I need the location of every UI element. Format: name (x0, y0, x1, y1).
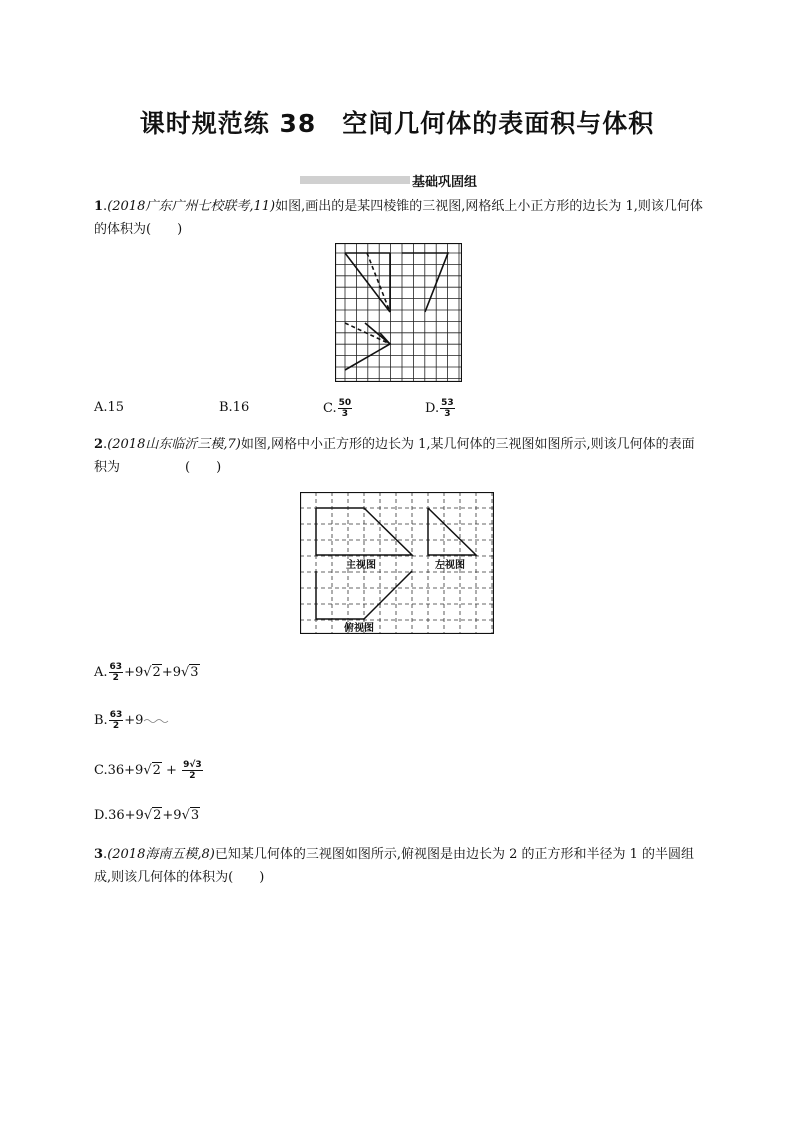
q2-side-label: 左视图 (435, 560, 465, 571)
q1-option-d: D. $\frac{53}{3}$ (425, 398, 454, 419)
question-1-source: (2018广东广州七校联考,11) (107, 199, 276, 214)
q2-option-b: B. $\frac{63}{2}$ +9 (94, 710, 173, 731)
q2-front-label: 主视图 (346, 560, 376, 571)
q2-top-label: 俯视图 (344, 623, 374, 634)
question-1-text: 如图,画出的是某四棱锥的三视图,网格纸上小正方形的边长为 1,则该几何体的体积为( ) (94, 199, 703, 237)
question-3-number: 3 (94, 847, 104, 862)
q1-option-a: A.15 (94, 400, 125, 415)
q2-figure (300, 492, 494, 634)
q2-option-a: A. $\frac{63}{2}$ +9√2+9√3 (94, 662, 199, 683)
question-1: 1.(2018广东广州七校联考,11)如图,画出的是某四棱锥的三视图,网格纸上小正方形的边长为 1,则该几何体的体积为( ) (94, 199, 703, 237)
q2-side-view (428, 508, 476, 555)
question-2-text: 如图,网格中小正方形的边长为 1,某几何体的三视图如图所示,则该几何体的表面积为 ( ) (94, 437, 695, 475)
question-3-source: (2018海南五模,8) (107, 847, 215, 862)
q1-option-d-denominator: 3 (444, 409, 451, 419)
question-2: 2.(2018山东临沂三模,7)如图,网格中小正方形的边长为 1,某几何体的三视图如图所示,则该几何体的表面积为 ( ) (94, 437, 695, 475)
question-2-number: 2 (94, 437, 104, 452)
question-2-source: (2018山东临沂三模,7) (107, 437, 241, 452)
q1-option-d-numerator: 53 (441, 398, 454, 408)
q1-figure (335, 243, 462, 382)
section-label: 基础巩固组 (412, 175, 478, 190)
q2-option-c: C.36+9√2 + $\frac{9√3}{2}$ (94, 760, 202, 781)
q1-front-hidden-edge (367, 253, 390, 312)
section-bar (300, 176, 410, 184)
q1-option-c: C. $\frac{50}{3}$ (323, 398, 352, 419)
q2-option-d: D.36+9√2+9√3 (94, 808, 200, 823)
q1-option-c-numerator: 50 (338, 398, 352, 408)
question-3-text: 已知某几何体的三视图如图所示,俯视图是由边长为 2 的正方形和半径为 1 的半圆组成,则该几何体的体积为( ) (94, 847, 695, 885)
page-title: 课时规范练 38 空间几何体的表面积与体积 (139, 109, 655, 138)
q1-option-b: B.16 (219, 400, 250, 415)
q2-option-b-squiggle (143, 717, 173, 725)
question-1-number: 1 (94, 199, 104, 214)
q1-option-c-denominator: 3 (341, 409, 349, 419)
question-3: 3.(2018海南五模,8)已知某几何体的三视图如图所示,俯视图是由边长为 2 的正方形和半径为 1 的半圆组成,则该几何体的体积为( ) (94, 847, 695, 885)
